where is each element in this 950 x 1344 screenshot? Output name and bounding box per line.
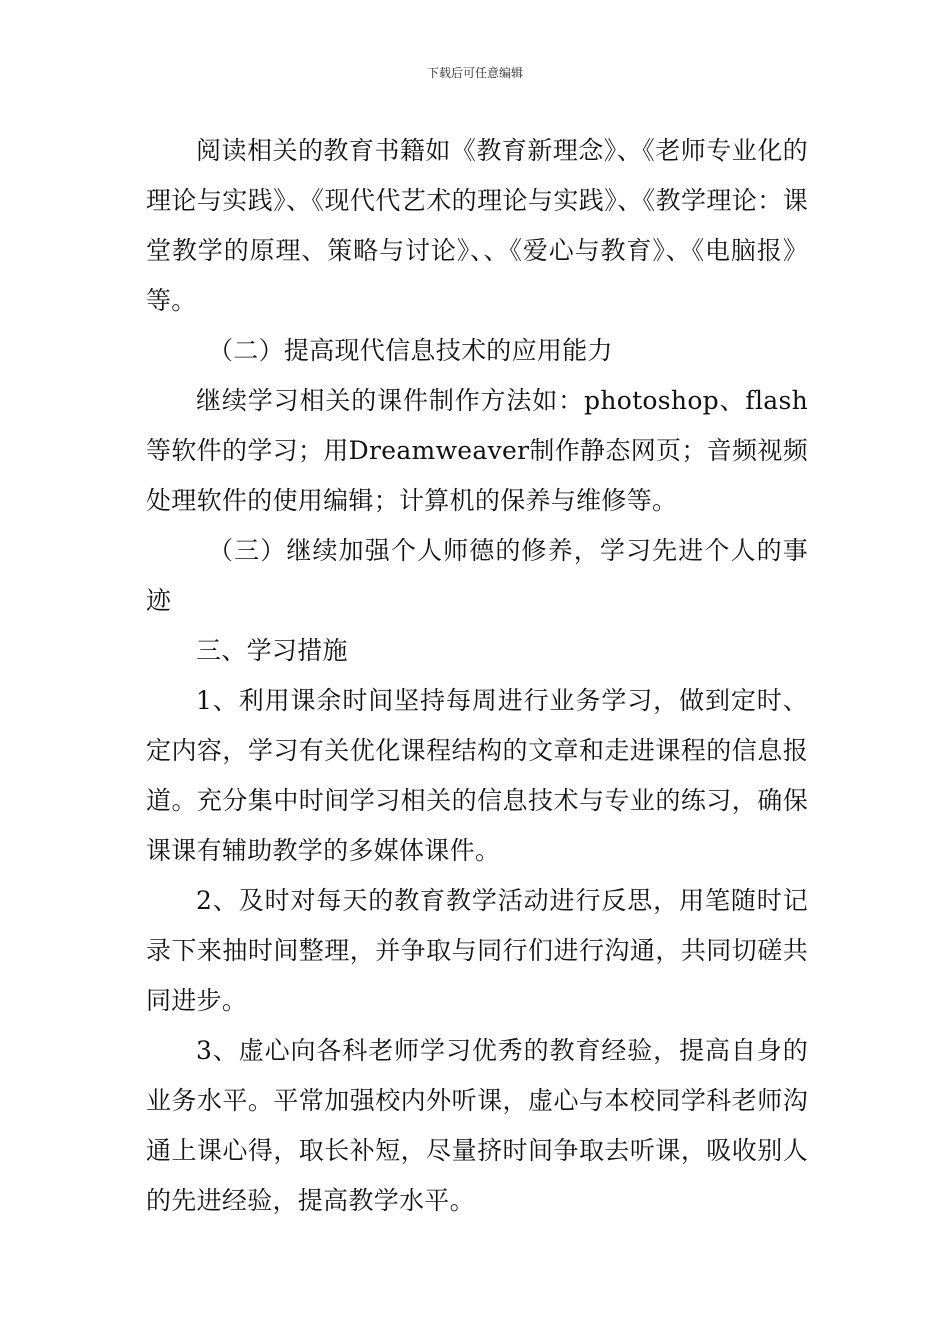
section-heading-teacher-ethics: （三）继续加强个人师德的修养，学习先进个人的事迹 xyxy=(146,536,808,615)
paragraph-courseware-learning: 继续学习相关的课件制作方法如：photoshop、flash等软件的学习；用Dreamweaver制作静态网页；音频视频处理软件的使用编辑；计算机的保养与维修等。 xyxy=(146,386,808,515)
page-header-note: 下载后可任意编辑 xyxy=(426,66,523,80)
paragraph-measure-3: 3、虚心向各科老师学习优秀的教育经验，提高自身的业务水平。平常加强校内外听课，虚心与本校同学科老师沟通上课心得，取长补短，尽量挤时间争取去听课，吸收别人的先进经验，提高教学水平。 xyxy=(146,1036,808,1215)
section-heading-it-skills: （二）提高现代信息技术的应用能力 xyxy=(208,336,613,365)
section-heading-learning-measures: 三、学习措施 xyxy=(196,636,348,665)
paragraph-reading-books: 阅读相关的教育书籍如《教育新理念》、《老师专业化的理论与实践》、《现代代艺术的理论与实践》、《教学理论：课堂教学的原理、策略与讨论》、、《爱心与教育》、《电脑报》等。 xyxy=(146,136,808,315)
paragraph-measure-1: 1、利用课余时间坚持每周进行业务学习，做到定时、定内容，学习有关优化课程结构的文章和走进课程的信息报道。充分集中时间学习相关的信息技术与专业的练习，确保课课有辅助教学的多媒体课件。 xyxy=(146,686,808,865)
paragraph-measure-2: 2、及时对每天的教育教学活动进行反思，用笔随时记录下来抽时间整理，并争取与同行们进行沟通，共同切磋共同进步。 xyxy=(146,886,808,1015)
document-body xyxy=(146,126,808,1226)
